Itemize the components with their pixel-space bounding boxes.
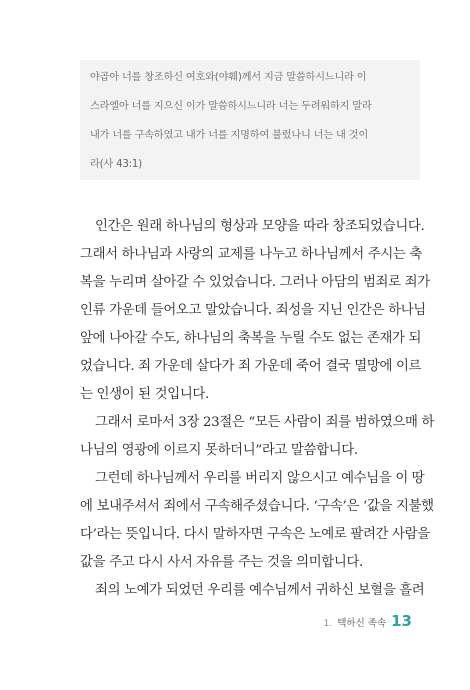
- quote-line: 야곱아 너를 창조하신 여호와(야훼)께서 지금 말씀하시느니라 이: [90, 72, 367, 83]
- paragraph-line: 인간은 원래 하나님의 형상과 모양을 따라 창조되었습니다.: [95, 219, 425, 234]
- paragraph-line: 앞에 나아갈 수도, 하나님의 축복을 누릴 수도 없는 존재가 되: [80, 331, 422, 346]
- quote-line: 스라엘아 너를 지으신 이가 말씀하시느니라 너는 두려워하지 말라: [90, 101, 372, 112]
- paragraph-line: 었습니다. 죄 가운데 살다가 죄 가운데 죽어 결국 멸망에 이르: [80, 359, 422, 374]
- paragraph-line: 그래서 하나님과 사랑의 교제를 나누고 하나님께서 주시는 축: [80, 247, 422, 262]
- page-footer: [324, 612, 412, 630]
- paragraph-line: 복을 누리며 살아갈 수 있었습니다. 그러나 아담의 범죄로 죄가: [80, 275, 430, 290]
- paragraph-line: 에 보내주셔서 죄에서 구속해주셨습니다. ‘구속’은 ‘값을 지불했: [80, 499, 434, 514]
- paragraph-line: 죄의 노예가 되었던 우리를 예수님께서 귀하신 보혈을 흘려: [95, 583, 425, 598]
- chapter-number: 1.: [323, 619, 333, 629]
- quote-line: 라(사 43:1): [90, 159, 142, 170]
- paragraph-line: 나님의 영광에 이르지 못하더니”라고 말씀합니다.: [80, 443, 358, 458]
- quote-line: 내가 너를 구속하였고 내가 너를 지명하여 불렀나니 너는 내 것이: [90, 130, 369, 141]
- paragraph-line: 는 인생이 된 것입니다.: [80, 387, 209, 402]
- paragraph-line: 그래서 로마서 3장 23절은 “모든 사람이 죄를 범하였으매 하: [95, 415, 435, 430]
- chapter-title: 택하신 족속: [337, 618, 387, 629]
- page-number: 13: [391, 612, 412, 630]
- paragraph-line: 다’라는 뜻입니다. 다시 말하자면 구속은 노예로 팔려간 사람을: [80, 527, 430, 542]
- paragraph-line: 값을 주고 다시 사서 자유를 주는 것을 의미합니다.: [80, 555, 363, 570]
- paragraph-line: 그런데 하나님께서 우리를 버리지 않으시고 예수님을 이 땅: [95, 471, 425, 486]
- paragraph-line: 인류 가운데 들어오고 말았습니다. 죄성을 지닌 인간은 하나님: [80, 303, 426, 318]
